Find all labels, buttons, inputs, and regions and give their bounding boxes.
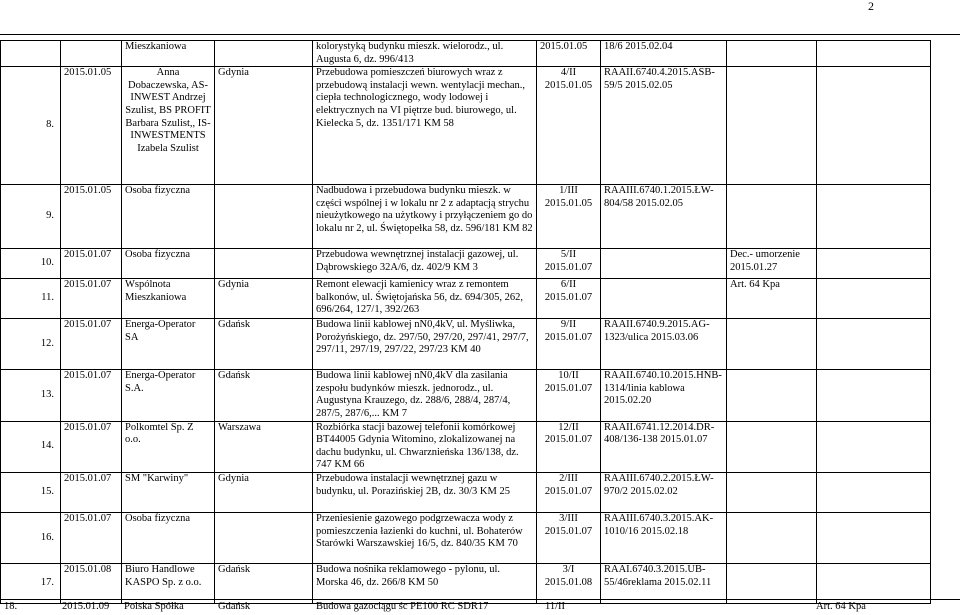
- place-cell: Gdynia: [215, 472, 313, 512]
- date-cell: 2015.01.07: [61, 472, 122, 512]
- decision-cell: [601, 279, 727, 319]
- description-cell: Przeniesienie gazowego podgrzewacza wody z pomieszczenia łazienki do kuchni, ul. Bohaterów Starówki Warszawskiej 16/5, dz. 840/35 KM 70: [313, 512, 537, 563]
- date-cell: 2015.01.05: [61, 185, 122, 249]
- note-cell: [727, 185, 817, 249]
- reg-no-cell: 4/II 2015.01.05: [537, 67, 601, 185]
- description-cell: Przebudowa pomieszczeń biurowych wraz z przebudową instalacji wewn. wentylacji mechan., ciepła technologicznego, wody lodowej i elektrycznych na VI piętrze bud. biurowego, ul. Kielecka 5, dz. 1351/171 KM 58: [313, 67, 537, 185]
- date-cell: [61, 41, 122, 67]
- table-row: [1, 370, 931, 421]
- decision-cell: [601, 249, 727, 279]
- note-cell: [727, 67, 817, 185]
- decision-cell: RAAIII.6740.2.2015.ŁW-970/2 2015.02.02: [601, 472, 727, 512]
- decision-cell: RAAIII.6740.1.2015.ŁW-804/58 2015.02.05: [601, 185, 727, 249]
- place-cell: Gdańsk: [215, 319, 313, 370]
- lp-cell: 12.: [1, 319, 61, 370]
- lp-cell: 14.: [1, 421, 61, 472]
- reg-no-cell: 11/II: [545, 601, 566, 612]
- table-row: [1, 472, 931, 512]
- reg-no-cell: 6/II 2015.01.07: [537, 279, 601, 319]
- note-cell: [727, 472, 817, 512]
- investor-cell: Osoba fizyczna: [122, 512, 215, 563]
- note-cell: [727, 41, 817, 67]
- lp-cell: 17.: [1, 563, 61, 603]
- registry-table: [0, 40, 931, 604]
- investor-cell: Osoba fizyczna: [122, 249, 215, 279]
- lp-cell: 13.: [1, 370, 61, 421]
- lp-cell: 16.: [1, 512, 61, 563]
- table-row-partial: [0, 599, 960, 615]
- decision-cell: RAAII.6740.10.2015.HNB-1314/linia kablowa 2015.02.20: [601, 370, 727, 421]
- reg-no-cell: 3/I 2015.01.08: [537, 563, 601, 603]
- note-cell: Art. 64 Kpa: [816, 601, 866, 612]
- decision-cell: RAAI.6740.3.2015.UB-55/46reklama 2015.02.11: [601, 563, 727, 603]
- reg-no-cell: 5/II 2015.01.07: [537, 249, 601, 279]
- table-row: [1, 512, 931, 563]
- note-cell: [727, 512, 817, 563]
- date-cell: 2015.01.07: [61, 279, 122, 319]
- place-cell: Gdańsk: [215, 563, 313, 603]
- lp-cell: [1, 41, 61, 67]
- date-cell: 2015.01.07: [61, 249, 122, 279]
- investor-cell: Polkomtel Sp. Z o.o.: [122, 421, 215, 472]
- place-cell: [215, 512, 313, 563]
- place-cell: Gdańsk: [215, 370, 313, 421]
- place-cell: Warszawa: [215, 421, 313, 472]
- description-cell: kolorystyką budynku mieszk. wielorodz., ul. Augusta 6, dz. 996/413: [313, 41, 537, 67]
- note-cell: Art. 64 Kpa: [727, 279, 817, 319]
- investor-cell: SM "Karwiny": [122, 472, 215, 512]
- investor-cell: Wspólnota Mieszkaniowa: [122, 279, 215, 319]
- reg-no-cell: 3/III 2015.01.07: [537, 512, 601, 563]
- reg-no-cell: 10/II 2015.01.07: [537, 370, 601, 421]
- description-cell: Budowa gazociągu śc PE100 RC SDR17: [316, 601, 489, 612]
- table-row: [1, 249, 931, 279]
- investor-cell: Osoba fizyczna: [122, 185, 215, 249]
- table-row: [1, 279, 931, 319]
- table-row: [1, 319, 931, 370]
- table-row: [1, 421, 931, 472]
- investor-cell: Energa-Operator S.A.: [122, 370, 215, 421]
- decision-cell: RAAII.6740.4.2015.ASB-59/5 2015.02.05: [601, 67, 727, 185]
- description-cell: Remont elewacji kamienicy wraz z remontem balkonów, ul. Świętojańska 56, dz. 694/305, 262, 696/264, 127/1, 392/263: [313, 279, 537, 319]
- note-cell: [727, 421, 817, 472]
- description-cell: Przebudowa wewnętrznej instalacji gazowej, ul. Dąbrowskiego 32A/6, dz. 402/9 KM 3: [313, 249, 537, 279]
- table-row: [1, 185, 931, 249]
- description-cell: Rozbiórka stacji bazowej telefonii komórkowej BT44005 Gdynia Witomino, zlokalizowanej na dachu budynku, ul. Chwarznieńska 136/138, dz. 747 KM 66: [313, 421, 537, 472]
- place-cell: Gdynia: [215, 279, 313, 319]
- page-number: 2: [868, 0, 874, 13]
- lp-cell: 11.: [1, 279, 61, 319]
- description-cell: Budowa linii kablowej nN0,4kV, ul. Myśliwka, Porożyńskiego, dz. 297/50, 297/20, 297/41, 297/7, 297/11, 297/19, 297/22, 297/23 KM 40: [313, 319, 537, 370]
- note-cell: [727, 563, 817, 603]
- reg-no-cell: 2/III 2015.01.07: [537, 472, 601, 512]
- date-cell: 2015.01.07: [61, 512, 122, 563]
- reg-no-cell: 9/II 2015.01.07: [537, 319, 601, 370]
- top-rule: [0, 34, 960, 35]
- note-cell: Dec.- umorzenie 2015.01.27: [727, 249, 817, 279]
- reg-no-cell: 1/III 2015.01.05: [537, 185, 601, 249]
- decision-cell: 18/6 2015.02.04: [601, 41, 727, 67]
- table-row: [1, 67, 931, 185]
- investor-cell: Energa-Operator SA: [122, 319, 215, 370]
- date-cell: 2015.01.09: [62, 601, 110, 612]
- table-row: [1, 41, 931, 67]
- lp-cell: 10.: [1, 249, 61, 279]
- investor-cell: Biuro Handlowe KASPO Sp. z o.o.: [122, 563, 215, 603]
- reg-no-cell: 12/II 2015.01.07: [537, 421, 601, 472]
- place-cell: [215, 41, 313, 67]
- lp-cell: 8.: [1, 67, 61, 185]
- note-cell: [727, 319, 817, 370]
- investor-cell: Anna Dobaczewska, AS-INWEST Andrzej Szulist, BS PROFIT Barbara Szulist,, IS-INWESTMENTS Izabela Szulist: [122, 67, 215, 185]
- reg-no-cell: 2015.01.05: [537, 41, 601, 67]
- investor-cell: Polska Spółka: [124, 601, 184, 612]
- note-cell: [727, 370, 817, 421]
- place-cell: Gdynia: [215, 67, 313, 185]
- description-cell: Budowa linii kablowej nN0,4kV dla zasilania zespołu budynków mieszk. jednorodz., ul. Augustyna Krauzego, dz. 288/6, 288/4, 287/4, 287/5, 287/6,... KM 7: [313, 370, 537, 421]
- date-cell: 2015.01.07: [61, 370, 122, 421]
- date-cell: 2015.01.07: [61, 319, 122, 370]
- lp-cell: 18.: [4, 601, 18, 612]
- decision-cell: RAAIII.6740.3.2015.AK-1010/16 2015.02.18: [601, 512, 727, 563]
- description-cell: Przebudowa instalacji wewnętrznej gazu w budynku, ul. Porazińskiej 2B, dz. 30/3 KM 25: [313, 472, 537, 512]
- description-cell: Budowa nośnika reklamowego - pylonu, ul. Morska 46, dz. 266/8 KM 50: [313, 563, 537, 603]
- decision-cell: RAAII.6741.12.2014.DR-408/136-138 2015.01.07: [601, 421, 727, 472]
- date-cell: 2015.01.05: [61, 67, 122, 185]
- investor-cell: Mieszkaniowa: [122, 41, 215, 67]
- table-row: [1, 563, 931, 603]
- date-cell: 2015.01.07: [61, 421, 122, 472]
- place-cell: [215, 249, 313, 279]
- place-cell: Gdańsk: [218, 601, 251, 612]
- lp-cell: 15.: [1, 472, 61, 512]
- description-cell: Nadbudowa i przebudowa budynku mieszk. w części wspólnej i w lokalu nr 2 z adaptacją strychu nieużytkowego na użytkowy i przyłączeniem go do lokalu nr 2, ul. Świętopełka 58, dz. 596/181 KM 82: [313, 185, 537, 249]
- date-cell: 2015.01.08: [61, 563, 122, 603]
- decision-cell: RAAII.6740.9.2015.AG-1323/ulica 2015.03.06: [601, 319, 727, 370]
- lp-cell: 9.: [1, 185, 61, 249]
- place-cell: [215, 185, 313, 249]
